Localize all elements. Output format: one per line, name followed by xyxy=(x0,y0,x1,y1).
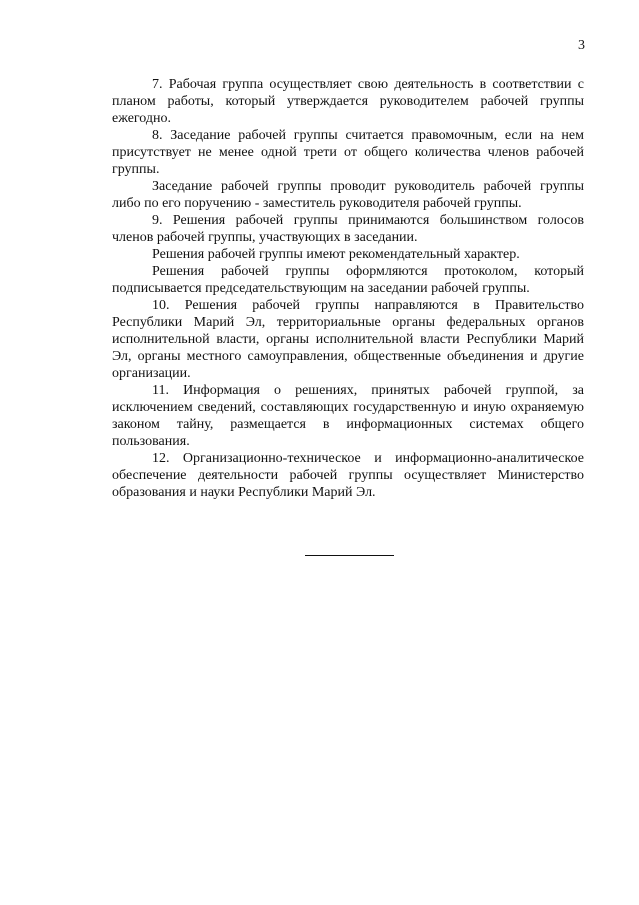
paragraph-8: 8. Заседание рабочей группы считается правомочным, если на нем присутствует не менее одной трети от общего количества членов рабочей группы. xyxy=(112,128,584,177)
paragraph-7: 7. Рабочая группа осуществляет свою деятельность в соответствии с планом работы, который утверждается руководителем рабочей группы ежегодно. xyxy=(112,77,584,126)
paragraph-12: 12. Организационно-техническое и информационно-аналитическое обеспечение деятельности рабочей группы осуществляет Министерство образования и науки Республики Марий Эл. xyxy=(112,451,584,500)
end-of-document-rule xyxy=(305,555,394,556)
page-number: 3 xyxy=(578,38,585,53)
document-body xyxy=(112,76,584,501)
paragraph-9: 9. Решения рабочей группы принимаются большинством голосов членов рабочей группы, участвующих в заседании. xyxy=(112,213,584,245)
paragraph-9-protocol: Решения рабочей группы оформляются протоколом, который подписывается председательствующим на заседании рабочей группы. xyxy=(112,264,584,296)
paragraph-8-continuation: Заседание рабочей группы проводит руководитель рабочей группы либо по его поручению - заместитель руководителя рабочей группы. xyxy=(112,179,584,211)
paragraph-9-recommendation: Решения рабочей группы имеют рекомендательный характер. xyxy=(152,247,520,262)
paragraph-11: 11. Информация о решениях, принятых рабочей группой, за исключением сведений, составляющих государственную и иную охраняемую законом тайну, размещается в информационных системах общего пользования. xyxy=(112,383,584,449)
paragraph-10: 10. Решения рабочей группы направляются в Правительство Республики Марий Эл, территориальные органы федеральных органов исполнительной власти, органы исполнительной власти Республики Марий Эл, органы местного самоуправления, общественные объединения и другие организации. xyxy=(112,298,584,381)
